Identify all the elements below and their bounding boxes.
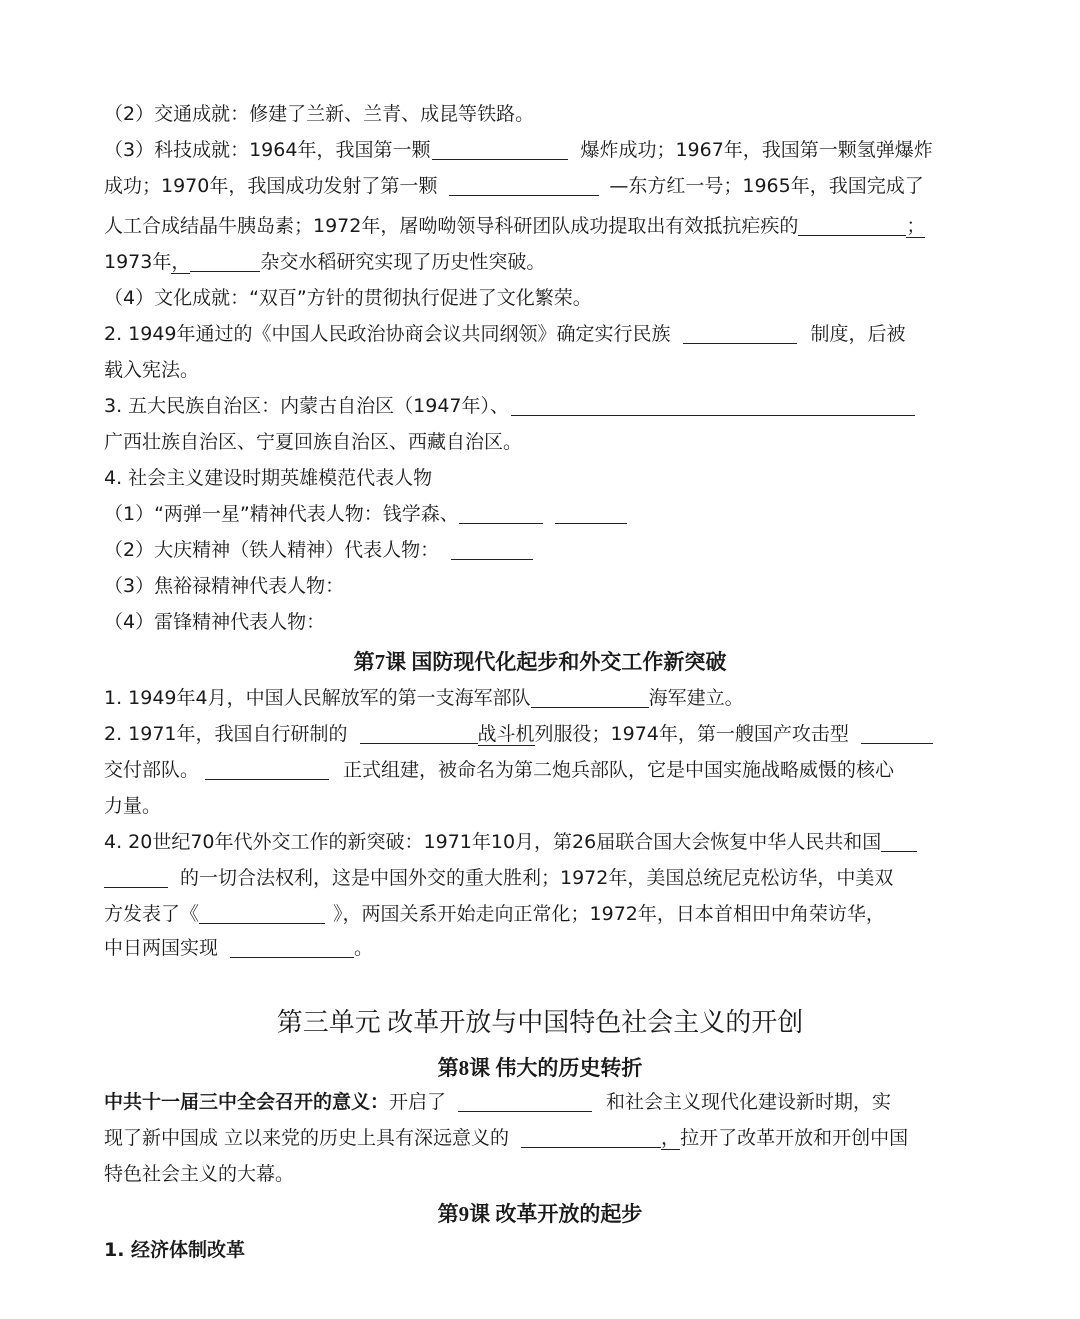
text-span: 杂交水稻研究实现了历史性突破。 <box>260 251 546 273</box>
text-line <box>104 214 1080 242</box>
fill-blank[interactable] <box>190 251 260 272</box>
text-span: 2. 1971年，我国自行研制的 <box>104 723 348 745</box>
fill-blank[interactable] <box>230 937 354 958</box>
fill-blank[interactable] <box>451 539 533 560</box>
text-span: （2）大庆精神（铁人精神）代表人物： <box>104 539 440 561</box>
text-line <box>104 610 1080 638</box>
text-span: 1. 经济体制改革 <box>104 1239 246 1261</box>
text-line <box>104 250 1080 278</box>
text-span: 4. 社会主义建设时期英雄模范代表人物 <box>104 467 433 489</box>
text-span: 现了新中国成 立以来党的历史上具有深远意义的 <box>104 1127 510 1149</box>
text-span: 制度，后被 <box>810 323 906 345</box>
text-span: 和社会主义现代化建设新时期，实 <box>606 1091 892 1113</box>
fill-blank[interactable] <box>458 1091 592 1112</box>
text-line <box>104 466 1080 494</box>
text-span: 载入宪法。 <box>104 359 200 381</box>
text-line <box>104 138 1080 166</box>
fill-blank[interactable] <box>104 867 168 888</box>
text-span: 4. 20世纪70年代外交工作的新突破：1971年10月，第26届联合国大会恢复中华人民共和国 <box>104 831 882 853</box>
fill-blank[interactable] <box>449 175 599 196</box>
text-line <box>104 1162 1080 1190</box>
text-line <box>104 1126 1080 1154</box>
text-line <box>104 794 1080 822</box>
text-line <box>104 102 1080 130</box>
text-line <box>104 358 1080 386</box>
text-span: 开启了 <box>389 1091 447 1113</box>
text-span: 交付部队。 <box>104 759 200 781</box>
lesson-8-heading: 第8课 伟大的历史转折 <box>437 1056 643 1080</box>
text-span: 的一切合法权利，这是中国外交的重大胜利；1972年，美国总统尼克松访华，中美双 <box>180 867 894 889</box>
text-line <box>104 430 1080 458</box>
fill-blank[interactable] <box>798 215 906 236</box>
text-span: 》，两国关系开始走向正常化；1972年，日本首相田中角荣访华， <box>333 903 885 925</box>
unit-3-title: 第三单元 改革开放与中国特色社会主义的开创 <box>276 1008 804 1037</box>
text-span: 拉开了改革开放和开创中国 <box>680 1127 909 1149</box>
fill-blank[interactable] <box>683 323 797 344</box>
text-span: 战斗机 <box>477 723 535 745</box>
text-span: （2）交通成就：修建了兰新、兰青、成昆等铁路。 <box>104 103 535 125</box>
text-span: 正式组建，被命名为第二炮兵部队，它是中国实施战略威慑的核心 <box>343 759 895 781</box>
text-span: 特色社会主义的大幕。 <box>104 1163 295 1185</box>
text-span: （4）文化成就：“双百”方针的贯彻执行促进了文化繁荣。 <box>104 287 592 309</box>
text-line <box>104 174 1080 202</box>
text-span: 中共十一届三中全会召开的意义： <box>104 1091 390 1113</box>
lesson-7-heading: 第7课 国防现代化起步和外交工作新突破 <box>353 650 727 674</box>
text-span: 成功；1970年，我国成功发射了第一颗 <box>104 175 438 197</box>
text-line <box>104 758 1080 786</box>
fill-blank[interactable] <box>199 903 325 924</box>
text-line <box>104 686 1080 714</box>
fill-blank[interactable] <box>555 503 627 524</box>
fill-blank[interactable] <box>205 759 329 780</box>
text-span: 中日两国实现 <box>104 937 219 959</box>
text-span: 广西壮族自治区、宁夏回族自治区、西藏自治区。 <box>104 431 523 453</box>
text-span: 人工合成结晶牛胰岛素；1972年，屠呦呦领导科研团队成功提取出有效抵抗疟疾的 <box>104 215 799 237</box>
text-span: 海军建立。 <box>648 687 744 709</box>
fill-blank[interactable] <box>511 395 915 416</box>
text-line <box>104 502 1080 530</box>
text-span: 方发表了《 <box>104 903 200 925</box>
fill-blank[interactable] <box>861 723 933 744</box>
text-span: ， <box>661 1127 681 1149</box>
text-line <box>104 866 1080 894</box>
text-span: 力量。 <box>104 795 162 817</box>
text-span: 爆炸成功；1967年，我国第一颗氢弹爆炸 <box>580 139 933 161</box>
fill-blank[interactable] <box>459 503 543 524</box>
text-span: 2. 1949年通过的《中国人民政治协商会议共同纲领》确定实行民族 <box>104 323 671 345</box>
fill-blank[interactable] <box>360 723 478 744</box>
text-span: 1. 1949年4月，中国人民解放军的第一支海军部队 <box>104 687 531 709</box>
text-line <box>104 1238 1080 1266</box>
text-line <box>104 394 1080 422</box>
lesson-9-heading: 第9课 改革开放的起步 <box>437 1202 643 1226</box>
text-span: 列服役；1974年，第一艘国产攻击型 <box>534 723 849 745</box>
text-span: （3）焦裕禄精神代表人物： <box>104 575 345 597</box>
fill-blank[interactable] <box>432 139 568 160</box>
text-line <box>104 322 1080 350</box>
text-span: （4）雷锋精神代表人物： <box>104 611 326 633</box>
text-span: ； <box>906 215 926 237</box>
text-line <box>104 936 1080 964</box>
text-span: 。 <box>354 937 374 959</box>
text-line <box>104 830 1080 858</box>
text-span: （3）科技成就：1964年，我国第一颗 <box>104 139 431 161</box>
text-span: ， <box>171 251 191 273</box>
text-line <box>104 722 1080 750</box>
text-line <box>104 286 1080 314</box>
text-line <box>104 574 1080 602</box>
text-line <box>104 538 1080 566</box>
text-line <box>104 902 1080 930</box>
text-span: —东方红一号；1965年，我国完成了 <box>609 175 924 197</box>
text-span: （1）“两弹一星”精神代表人物：钱学森、 <box>104 503 459 525</box>
text-span: 3. 五大民族自治区：内蒙古自治区（1947年）、 <box>104 395 510 417</box>
fill-blank[interactable] <box>881 831 917 852</box>
text-span: 1973年 <box>104 251 172 273</box>
text-line <box>104 1090 1080 1118</box>
fill-blank[interactable] <box>521 1127 661 1148</box>
fill-blank[interactable] <box>531 687 649 708</box>
